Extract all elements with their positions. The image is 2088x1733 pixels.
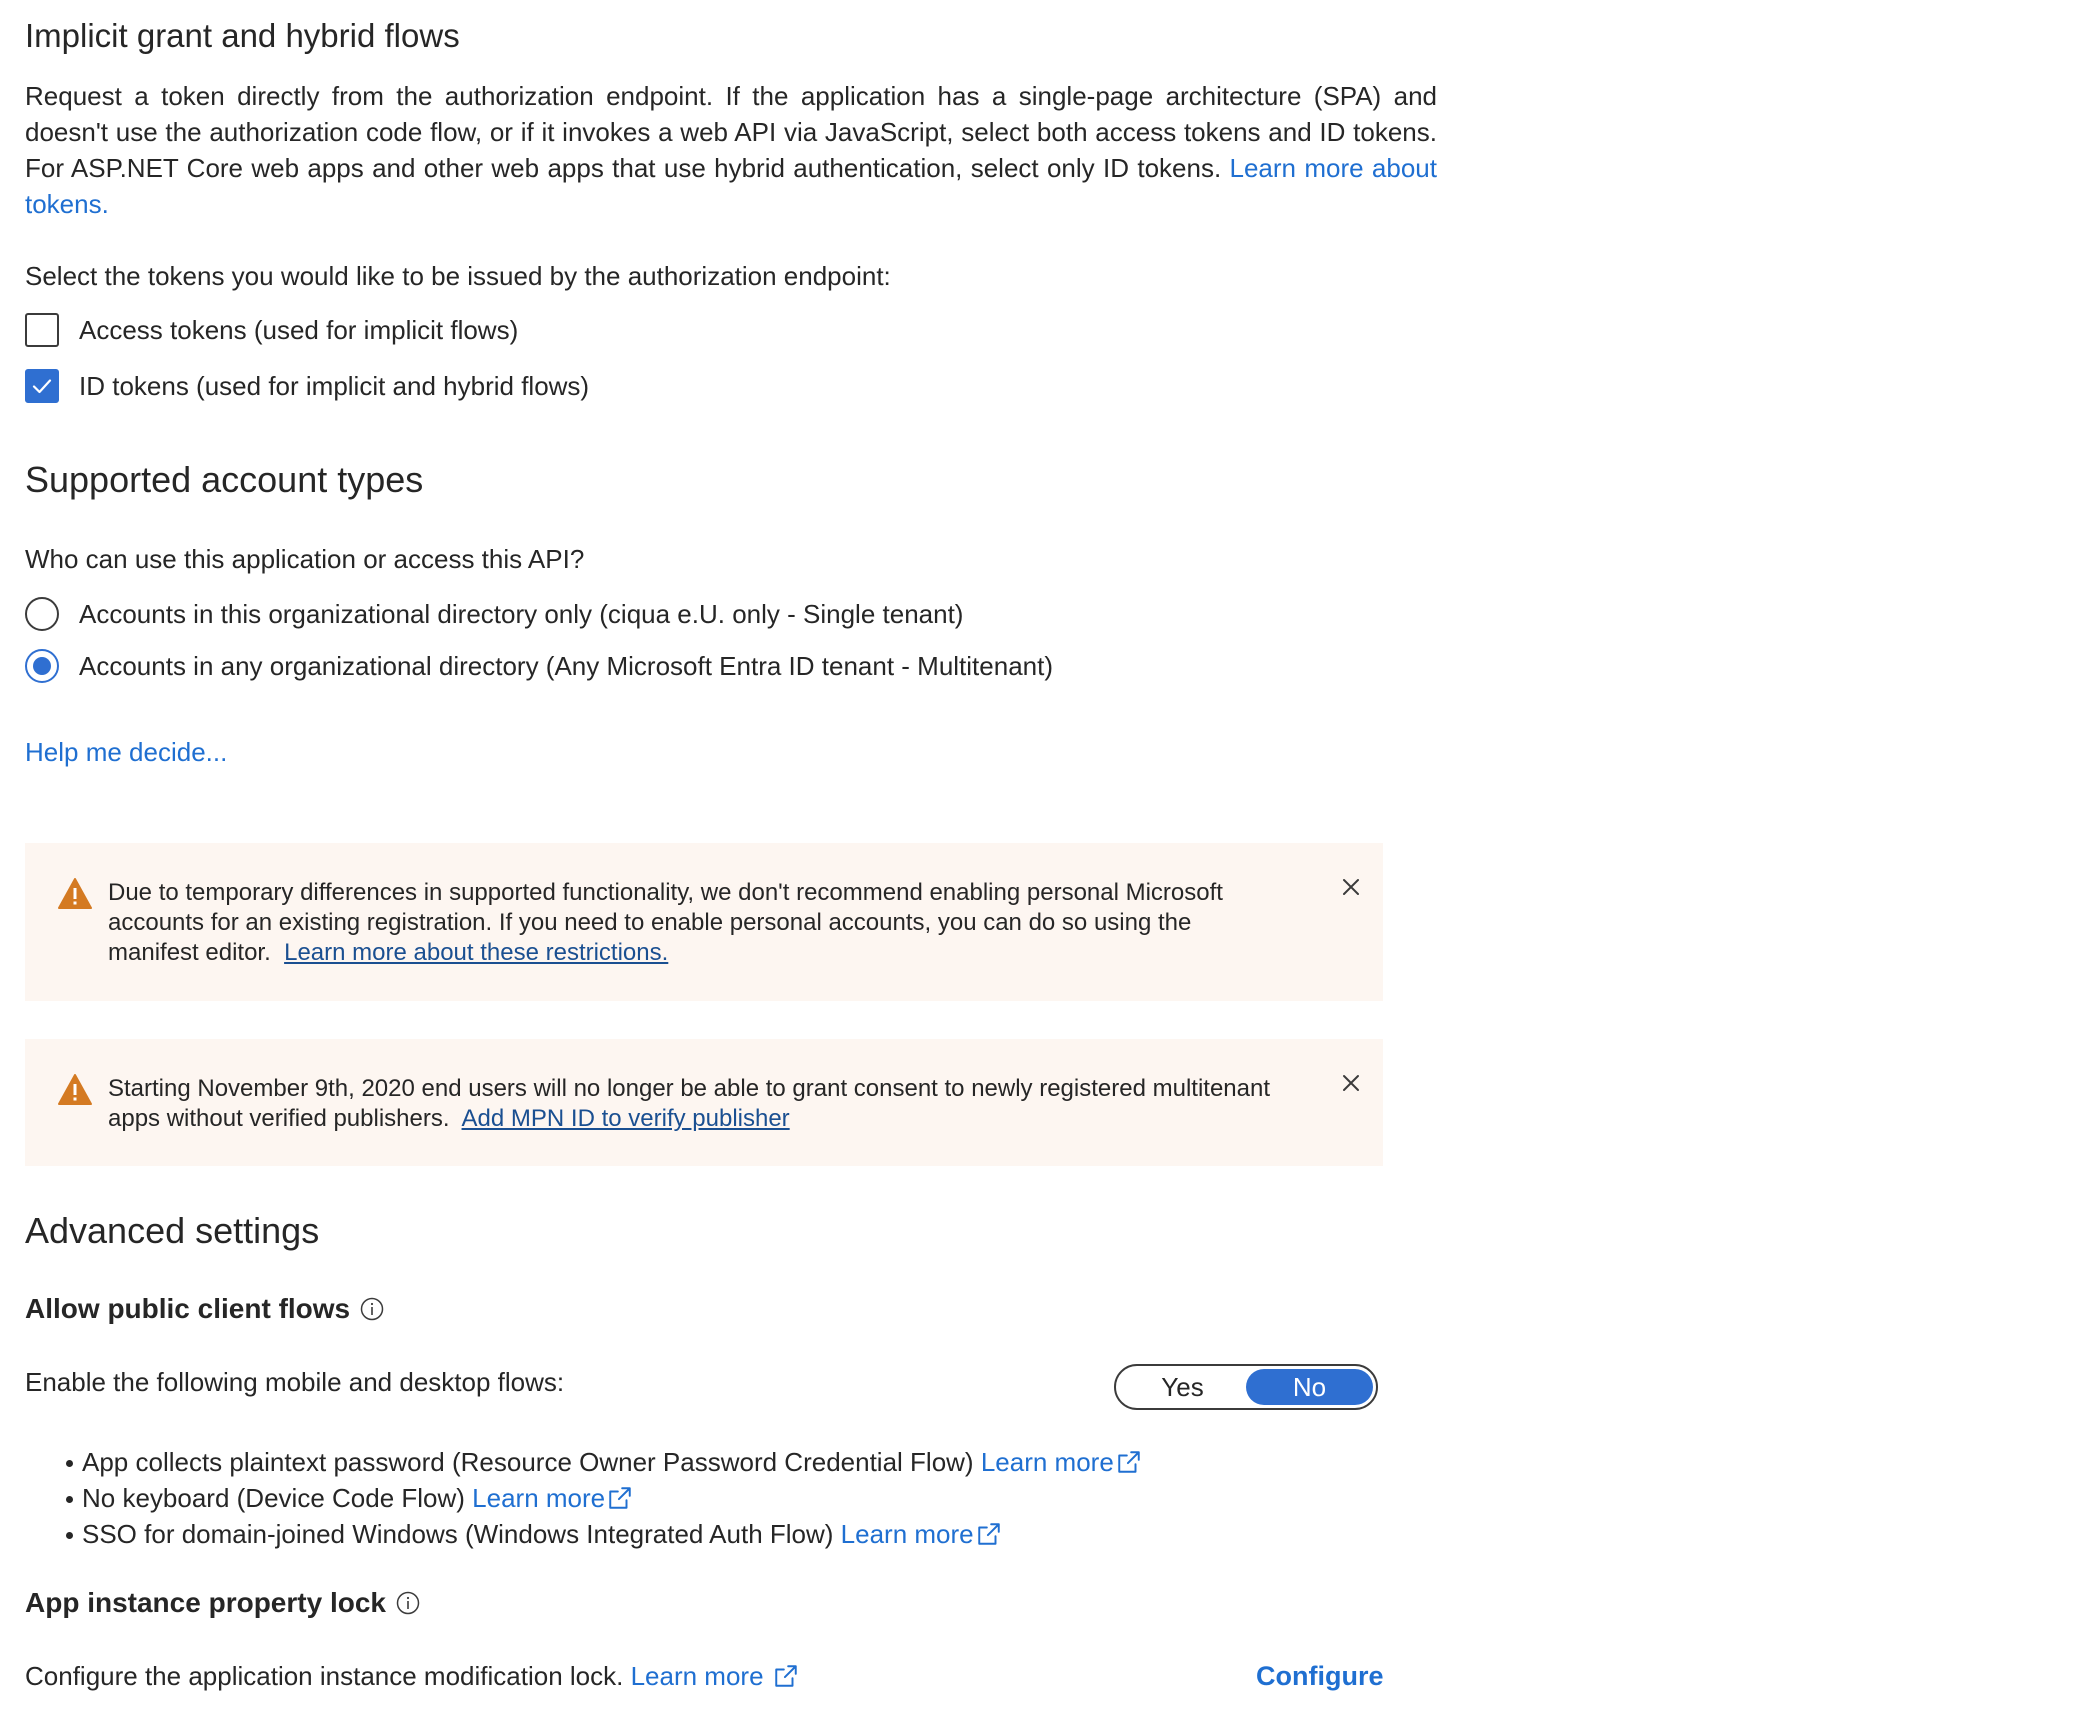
account-types-question: Who can use this application or access this API?: [25, 544, 585, 574]
implicit-grant-heading: Implicit grant and hybrid flows: [25, 17, 460, 54]
learn-more-iwa-link[interactable]: [841, 1519, 1002, 1549]
single-tenant-label: Accounts in this organizational directory only (ciqua e.U. only - Single tenant): [79, 598, 964, 629]
personal-accounts-warning-message: [108, 878, 1288, 968]
single-tenant-option[interactable]: [25, 594, 963, 634]
learn-more-device-code-link[interactable]: [472, 1483, 633, 1513]
flow-ropc-text: App collects plaintext password (Resource Owner Password Credential Flow): [82, 1447, 974, 1477]
implicit-grant-description-text: Request a token directly from the authorization endpoint. If the application has a single-page architecture (SPA) and doesn't use the authorization code flow, or if it invokes a web API via JavaScript, select both access tokens and ID tokens. For ASP.NET Core web apps and other web apps that use hybrid authentication, select only ID tokens.: [25, 81, 1437, 183]
external-link-icon: [976, 1521, 1002, 1547]
warning-icon: [57, 1073, 93, 1107]
warning-icon: [57, 877, 93, 911]
toggle-yes-option[interactable]: Yes: [1161, 1371, 1204, 1402]
property-lock-description-text: Configure the application instance modification lock.: [25, 1661, 624, 1691]
publisher-verification-warning-text: Starting November 9th, 2020 end users will no longer be able to grant consent to newly registered multitenant apps without verified publishers.: [108, 1075, 1271, 1132]
learn-more-restrictions-link[interactable]: Learn more about these restrictions.: [284, 939, 669, 966]
advanced-settings-heading: Advanced settings: [25, 1210, 320, 1251]
publisher-verification-warning: [25, 1039, 1383, 1166]
public-client-flows-heading: [25, 1290, 384, 1328]
publisher-verification-warning-message: [108, 1074, 1288, 1134]
help-me-decide-link[interactable]: Help me decide...: [25, 737, 228, 767]
multitenant-radio[interactable]: [25, 649, 59, 683]
learn-more-iwa-label: Learn more: [840, 1519, 974, 1549]
list-item: [82, 1516, 1142, 1552]
list-item: [82, 1480, 1142, 1516]
learn-more-device-code-label: Learn more: [472, 1483, 606, 1513]
configure-button[interactable]: Configure: [1256, 1661, 1384, 1691]
id-tokens-checkbox[interactable]: [25, 369, 59, 403]
close-icon[interactable]: [1339, 1071, 1363, 1095]
public-client-flows-list: [82, 1444, 1142, 1552]
flow-device-code-text: No keyboard (Device Code Flow): [82, 1483, 465, 1513]
public-client-flows-title: Allow public client flows: [25, 1293, 351, 1324]
public-client-flows-toggle[interactable]: [1114, 1364, 1378, 1410]
id-tokens-option[interactable]: [25, 366, 589, 406]
learn-more-ropc-link[interactable]: [981, 1447, 1142, 1477]
check-icon: [30, 374, 54, 398]
personal-accounts-warning-text: Due to temporary differences in supported functionality, we don't recommend enabling personal Microsoft accounts for an existing registration. If you need to enable personal accounts, you can do so using the manifest editor.: [108, 879, 1223, 966]
property-lock-description: [25, 1658, 799, 1694]
multitenant-label: Accounts in any organizational directory (Any Microsoft Entra ID tenant - Multitenant): [79, 650, 1053, 681]
multitenant-option[interactable]: [25, 646, 1053, 686]
info-icon[interactable]: [396, 1591, 420, 1615]
implicit-grant-description: [25, 78, 1437, 222]
learn-more-tokens-link[interactable]: Learn more about tokens.: [25, 153, 1437, 219]
property-lock-heading: [25, 1584, 420, 1622]
property-lock-title: App instance property lock: [25, 1587, 386, 1618]
external-link-icon: [607, 1485, 633, 1511]
external-link-icon: [773, 1663, 799, 1689]
access-tokens-label: Access tokens (used for implicit flows): [79, 314, 519, 345]
learn-more-property-lock-link[interactable]: [631, 1661, 799, 1691]
personal-accounts-warning: [25, 843, 1383, 1001]
learn-more-ropc-label: Learn more: [980, 1447, 1114, 1477]
access-tokens-checkbox[interactable]: [25, 313, 59, 347]
token-select-label: Select the tokens you would like to be issued by the authorization endpoint:: [25, 261, 891, 291]
supported-account-types-heading: Supported account types: [25, 459, 424, 500]
info-icon[interactable]: [360, 1297, 384, 1321]
toggle-no-option[interactable]: No: [1246, 1369, 1373, 1405]
access-tokens-option[interactable]: [25, 310, 518, 350]
learn-more-property-lock-label: Learn more: [630, 1661, 764, 1691]
add-mpn-id-link[interactable]: Add MPN ID to verify publisher: [461, 1105, 790, 1132]
flow-iwa-text: SSO for domain-joined Windows (Windows Integrated Auth Flow): [82, 1519, 834, 1549]
single-tenant-radio[interactable]: [25, 597, 59, 631]
close-icon[interactable]: [1339, 875, 1363, 899]
external-link-icon: [1116, 1449, 1142, 1475]
id-tokens-label: ID tokens (used for implicit and hybrid flows): [79, 370, 590, 401]
list-item: [82, 1444, 1142, 1480]
mobile-desktop-flows-label: Enable the following mobile and desktop flows:: [25, 1367, 565, 1397]
